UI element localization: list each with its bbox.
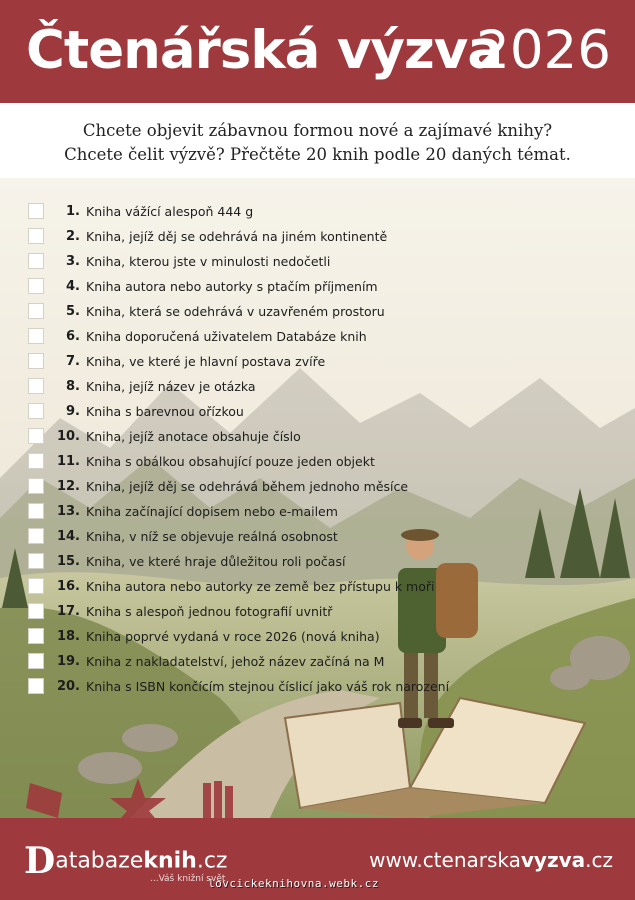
- item-number: 18.: [56, 629, 80, 644]
- list-item: [0, 574, 635, 599]
- list-item: [0, 374, 635, 399]
- checkbox[interactable]: [28, 428, 44, 444]
- item-number: 8.: [66, 379, 80, 394]
- intro-line-1: Chcete objevit zábavnou formou nové a zajímavé knihy?: [82, 121, 553, 140]
- item-label: Kniha doporučená uživatelem Databáze knih: [86, 329, 367, 344]
- item-label: Kniha, jejíž anotace obsahuje číslo: [86, 429, 301, 444]
- logo-letter: D: [24, 840, 56, 882]
- list-item: [0, 524, 635, 549]
- item-number: 4.: [66, 279, 80, 294]
- watermark: lovcickeknihovna.webk.cz: [208, 877, 379, 890]
- checkbox[interactable]: [28, 603, 44, 619]
- item-label: Kniha, v níž se objevuje reálná osobnost: [86, 529, 338, 544]
- logo-tagline: ...Váš knižní svět: [150, 874, 226, 884]
- item-number: 19.: [56, 654, 80, 669]
- item-number: 9.: [66, 404, 80, 419]
- item-label: Kniha poprvé vydaná v roce 2026 (nová kniha): [86, 629, 380, 644]
- item-label: Kniha, která se odehrává v uzavřeném prostoru: [86, 304, 385, 319]
- item-label: Kniha, jejíž děj se odehrává na jiném kontinentě: [86, 229, 388, 244]
- item-number: 20.: [56, 679, 80, 694]
- checkbox[interactable]: [28, 678, 44, 694]
- page-title: Čtenářská výzva: [26, 20, 503, 81]
- item-label: Kniha s alespoň jednou fotografií uvnitř: [86, 604, 333, 619]
- checkbox[interactable]: [28, 553, 44, 569]
- checkbox[interactable]: [28, 403, 44, 419]
- list-item: [0, 599, 635, 624]
- item-label: Kniha vážící alespoň 444 g: [86, 204, 254, 219]
- year: 2026: [476, 20, 611, 81]
- list-item: [0, 624, 635, 649]
- checkbox[interactable]: [28, 378, 44, 394]
- item-label: Kniha, jejíž název je otázka: [86, 379, 256, 394]
- checkbox[interactable]: [28, 578, 44, 594]
- checkbox[interactable]: [28, 303, 44, 319]
- item-label: Kniha, ve které hraje důležitou roli počasí: [86, 554, 346, 569]
- list-item: [0, 449, 635, 474]
- challenge-list: [0, 199, 635, 699]
- intro-line-2: Chcete čelit výzvě? Přečtěte 20 knih podle 20 daných témat.: [64, 145, 571, 164]
- checkbox[interactable]: [28, 528, 44, 544]
- item-number: 12.: [56, 479, 80, 494]
- list-item: [0, 299, 635, 324]
- checkbox[interactable]: [28, 253, 44, 269]
- list-item: [0, 224, 635, 249]
- list-item: [0, 274, 635, 299]
- checkbox[interactable]: [28, 653, 44, 669]
- item-label: Kniha, kterou jste v minulosti nedočetli: [86, 254, 331, 269]
- item-label: Kniha s barevnou ořízkou: [86, 404, 244, 419]
- logo-name: atabazeknih.cz: [55, 848, 228, 874]
- list-item: [0, 424, 635, 449]
- list-item: [0, 349, 635, 374]
- list-item: [0, 474, 635, 499]
- item-number: 11.: [56, 454, 80, 469]
- list-item: [0, 199, 635, 224]
- item-number: 2.: [66, 229, 80, 244]
- item-number: 7.: [66, 354, 80, 369]
- header-banner: [0, 0, 635, 103]
- item-label: Kniha začínající dopisem nebo e-mailem: [86, 504, 338, 519]
- list-item: [0, 649, 635, 674]
- checkbox[interactable]: [28, 353, 44, 369]
- checkbox[interactable]: [28, 228, 44, 244]
- list-item: [0, 249, 635, 274]
- item-number: 13.: [56, 504, 80, 519]
- item-number: 14.: [56, 529, 80, 544]
- checkbox[interactable]: [28, 478, 44, 494]
- list-item: [0, 674, 635, 699]
- item-number: 16.: [56, 579, 80, 594]
- item-number: 6.: [66, 329, 80, 344]
- item-label: Kniha z nakladatelství, jehož název začíná na M: [86, 654, 385, 669]
- item-label: Kniha, jejíž děj se odehrává během jednoho měsíce: [86, 479, 409, 494]
- intro-band: [0, 103, 635, 178]
- checkbox[interactable]: [28, 628, 44, 644]
- item-label: Kniha autora nebo autorky s ptačím příjmením: [86, 279, 378, 294]
- item-label: Kniha s obálkou obsahující pouze jeden objekt: [86, 454, 375, 469]
- checkbox[interactable]: [28, 453, 44, 469]
- item-label: Kniha autora nebo autorky ze země bez přístupu k moři: [86, 579, 435, 594]
- item-number: 10.: [56, 429, 80, 444]
- checkbox[interactable]: [28, 328, 44, 344]
- checkbox[interactable]: [28, 503, 44, 519]
- item-label: Kniha s ISBN končícím stejnou číslicí jako váš rok narození: [86, 679, 450, 694]
- checkbox[interactable]: [28, 203, 44, 219]
- item-number: 17.: [56, 604, 80, 619]
- list-item: [0, 499, 635, 524]
- list-item: [0, 549, 635, 574]
- list-item: [0, 324, 635, 349]
- item-number: 15.: [56, 554, 80, 569]
- item-number: 5.: [66, 304, 80, 319]
- checkbox[interactable]: [28, 278, 44, 294]
- item-label: Kniha, ve které je hlavní postava zvíře: [86, 354, 326, 369]
- item-number: 3.: [66, 254, 80, 269]
- list-item: [0, 399, 635, 424]
- item-number: 1.: [66, 204, 80, 219]
- website-link[interactable]: www.ctenarskavyzva.cz: [369, 848, 613, 872]
